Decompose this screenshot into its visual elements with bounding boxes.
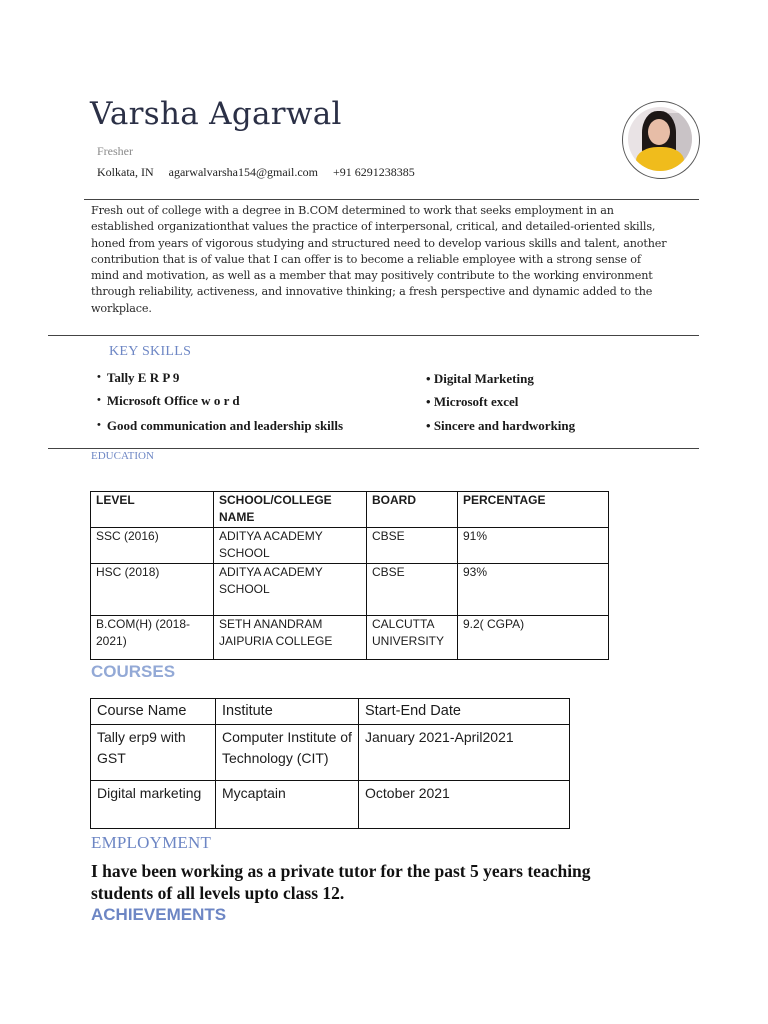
table-header-cell: PERCENTAGE: [458, 492, 609, 528]
employment-heading: EMPLOYMENT: [91, 833, 212, 852]
table-header-row: [91, 699, 570, 725]
table-cell: CBSE: [367, 564, 458, 616]
table-header-cell: Course Name: [91, 699, 216, 725]
skill-item: • Good communication and leadership skills: [97, 418, 344, 433]
skill-item: • Digital Marketing: [426, 371, 534, 386]
table-cell: Computer Institute of Technology (CIT): [216, 725, 359, 781]
phone: +91 6291238385: [333, 165, 415, 179]
table-header-cell: LEVEL: [91, 492, 214, 528]
table-row: [91, 616, 609, 660]
table-header-cell: SCHOOL/COLLEGE NAME: [214, 492, 367, 528]
bullet-icon: •: [426, 371, 434, 386]
table-row: [91, 781, 570, 829]
table-cell: Digital marketing: [91, 781, 216, 829]
table-cell: CBSE: [367, 528, 458, 564]
skill-item: • Microsoft excel: [426, 394, 519, 409]
bullet-icon: •: [97, 419, 101, 431]
courses-heading: COURSES: [91, 662, 176, 681]
table-cell: SETH ANANDRAM JAIPURIA COLLEGE: [214, 616, 367, 660]
table-cell: 91%: [458, 528, 609, 564]
table-header-cell: Start-End Date: [359, 699, 570, 725]
contact-line: [97, 165, 427, 180]
education-table: [90, 491, 609, 660]
table-cell: ADITYA ACADEMY SCHOOL: [214, 564, 367, 616]
table-cell: Mycaptain: [216, 781, 359, 829]
divider: [48, 335, 699, 336]
email: agarwalvarsha154@gmail.com: [168, 165, 318, 179]
skill-item: • Tally E R P 9: [97, 370, 180, 385]
table-cell: Tally erp9 with GST: [91, 725, 216, 781]
table-row: [91, 725, 570, 781]
table-header-cell: BOARD: [367, 492, 458, 528]
candidate-subtitle: Fresher: [97, 144, 133, 158]
table-cell: 93%: [458, 564, 609, 616]
table-cell: ADITYA ACADEMY SCHOOL: [214, 528, 367, 564]
table-header-row: [91, 492, 609, 528]
table-cell: January 2021-April2021: [359, 725, 570, 781]
table-cell: B.COM(H) (2018-2021): [91, 616, 214, 660]
divider: [84, 199, 699, 200]
achievements-heading: ACHIEVEMENTS: [91, 905, 227, 924]
avatar: [628, 107, 692, 171]
education-heading: EDUCATION: [91, 450, 154, 462]
table-header-cell: Institute: [216, 699, 359, 725]
bullet-icon: •: [97, 394, 101, 406]
table-cell: 9.2( CGPA): [458, 616, 609, 660]
employment-text: I have been working as a private tutor for the past 5 years teaching students of all levels upto class 12.: [91, 861, 591, 903]
bullet-icon: •: [426, 394, 434, 409]
table-cell: CALCUTTA UNIVERSITY: [367, 616, 458, 660]
divider: [48, 448, 699, 449]
table-cell: HSC (2018): [91, 564, 214, 616]
table-row: [91, 528, 609, 564]
table-cell: SSC (2016): [91, 528, 214, 564]
skill-item: • Microsoft Office w o r d: [97, 393, 240, 408]
table-row: [91, 564, 609, 616]
key-skills-heading: KEY SKILLS: [109, 344, 192, 359]
profile-summary: Fresh out of college with a degree in B.COM determined to work that seeks employment in an established organizationthat values the practice of interpersonal, critical, and detailed-oriented skills, honed from years of vigorous studying and structured need to develop various skills and talent, another contribution that is of value that I can offer is to become a reliable employee with a strong sense of mind and motivation, as well as a member that may positively contribute to the working environment through reliability, activeness, and innovative thinking; a fresh perspective and dynamic added to the workplace.: [91, 204, 667, 315]
bullet-icon: •: [426, 418, 434, 433]
table-cell: October 2021: [359, 781, 570, 829]
courses-table: [90, 698, 570, 829]
skill-item: • Sincere and hardworking: [426, 418, 576, 433]
candidate-name: Varsha Agarwal: [90, 96, 342, 132]
bullet-icon: •: [97, 371, 101, 383]
location: Kolkata, IN: [97, 165, 154, 179]
